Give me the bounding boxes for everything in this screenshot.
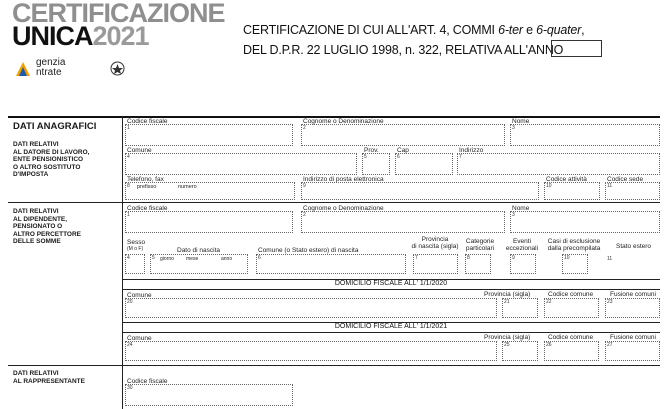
label-indirizzo: Indirizzo: [459, 147, 484, 154]
label-stato-estero: Stato estero: [616, 243, 652, 250]
label-cf-dipendente: Codice fiscale: [127, 205, 168, 212]
section-dati-anagrafici: DATI ANAGRAFICI: [13, 121, 97, 132]
label-categorie: Categorie particolari: [465, 238, 495, 252]
sesso-field[interactable]: 4: [125, 254, 145, 274]
label-data-nascita: Dato di nascita: [177, 247, 220, 254]
label-prov-2021: Provincia (sigla): [484, 334, 531, 341]
telefono-datore-field[interactable]: 8 prefisso numero: [125, 182, 295, 200]
sub-rappresentante: DATI RELATIVI AL RAPPRESENTANTE: [13, 370, 85, 385]
label-cod-comune-2020: Codice comune: [548, 291, 594, 298]
nome-dipendente-field[interactable]: 3: [510, 211, 660, 233]
year-input[interactable]: [551, 40, 602, 57]
label-casi-esclusione: Casi di esclusione dalla precompilata: [547, 238, 601, 252]
denominazione-datore-field[interactable]: 2: [301, 124, 505, 146]
header-line2: DEL D.P.R. 22 LUGLIO 1998, n. 322, RELATIVA ALL'ANNO: [243, 43, 564, 57]
sub-dipendente: DATI RELATIVI AL DIPENDENTE, PENSIONATO O ALTRO PERCETTORE DELLE SOMME: [13, 208, 82, 245]
cognome-dipendente-field[interactable]: 2: [301, 211, 505, 233]
label-sesso: Sesso: [127, 239, 146, 246]
label-cap: Cap: [397, 147, 409, 154]
stato-estero-field[interactable]: 11: [607, 256, 613, 262]
label-nome-dipendente: Nome: [512, 205, 530, 212]
header-line1: CERTIFICAZIONE DI CUI ALL'ART. 4, COMMI 6-ter e 6-quater,: [243, 23, 585, 37]
eventi-field[interactable]: 9: [510, 254, 536, 274]
label-prov: Prov.: [364, 147, 379, 154]
codice-sede-field[interactable]: 11: [605, 182, 660, 200]
label-codice-sede: Codice sede: [607, 176, 644, 183]
label-comune-2021: Comune: [127, 335, 152, 342]
codice-fiscale-datore-field[interactable]: 1: [125, 124, 293, 146]
label-eventi: Eventi eccezionali: [505, 238, 539, 252]
divider-dipendente: [8, 365, 660, 366]
agenzia-mark-icon: [14, 60, 32, 78]
label-cognome-dipendente: Cognome o Denominazione: [303, 205, 384, 212]
cod-comune-2020-field[interactable]: 22: [544, 298, 599, 318]
comune-2020-field[interactable]: 20: [125, 298, 497, 318]
codice-fiscale-rappresentante-field[interactable]: 30: [125, 384, 293, 406]
codice-fiscale-dipendente-field[interactable]: 1: [125, 211, 293, 233]
categorie-field[interactable]: 8: [465, 254, 491, 274]
fusione-2020-field[interactable]: 23: [605, 298, 660, 318]
label-telefono: Telefono, fax: [127, 176, 164, 183]
nome-datore-field[interactable]: 3: [510, 124, 660, 146]
left-column-rule: [122, 116, 123, 409]
prov-2021-field[interactable]: 25: [502, 341, 538, 361]
label-sesso-sub: (M o F): [127, 246, 144, 252]
prov-datore-field[interactable]: 5: [362, 153, 390, 175]
label-provincia-nascita: Provincia di nascita (sigla): [411, 236, 459, 250]
pec-datore-field[interactable]: 9: [301, 182, 539, 200]
republic-seal-icon: [110, 60, 125, 77]
logo-unica: UNICA2021: [12, 21, 149, 51]
sub-datore: DATI RELATIVI AL DATORE DI LAVORO, ENTE PENSIONISTICO O ALTRO SOSTITUTO D'IMPOSTA: [13, 141, 90, 178]
label-cf-rappresentante: Codice fiscale: [127, 378, 168, 385]
fusione-2021-field[interactable]: 27: [605, 341, 660, 361]
band-domicilio-2020: DOMICILIO FISCALE ALL' 1/1/2020: [334, 280, 448, 287]
label-pec: Indirizzo di posta elettronica: [303, 176, 384, 183]
label-comune-nascita: Comune (o Stato estero) di nascita: [258, 247, 359, 254]
label-cognome: Cognome o Denominazione: [303, 118, 384, 125]
cap-datore-field[interactable]: 6: [395, 153, 453, 175]
label-nome: Nome: [512, 118, 530, 125]
provincia-nascita-field[interactable]: 7: [413, 254, 458, 274]
logo-certificazione: CERTIFICAZIONE: [12, 0, 225, 28]
label-codice-attivita: Codice attività: [546, 176, 587, 183]
label-fusione-2021: Fusione comuni: [610, 334, 656, 341]
label-fusione-2020: Fusione comuni: [610, 291, 656, 298]
label-codice-fiscale: Codice fiscale: [127, 118, 168, 125]
label-cod-comune-2021: Codice comune: [548, 334, 594, 341]
indirizzo-datore-field[interactable]: 7: [457, 153, 660, 175]
comune-datore-field[interactable]: 4: [125, 153, 357, 175]
label-prov-2020: Provincia (sigla): [484, 291, 531, 298]
data-nascita-field[interactable]: 5 giorno mese anno: [150, 254, 248, 274]
prov-2020-field[interactable]: 21: [502, 298, 538, 318]
band-domicilio-2021: DOMICILIO FISCALE ALL' 1/1/2021: [334, 323, 448, 330]
cod-comune-2021-field[interactable]: 26: [544, 341, 599, 361]
comune-nascita-field[interactable]: 6: [256, 254, 406, 274]
comune-2021-field[interactable]: 24: [125, 341, 497, 361]
casi-esclusione-field[interactable]: 10: [562, 254, 588, 274]
codice-attivita-field[interactable]: 10: [544, 182, 600, 200]
label-comune-2020: Comune: [127, 292, 152, 299]
agenzia-entrate-logo: genzia ntrate: [14, 58, 124, 80]
label-comune: Comune: [127, 147, 152, 154]
divider-datore: [8, 202, 660, 203]
